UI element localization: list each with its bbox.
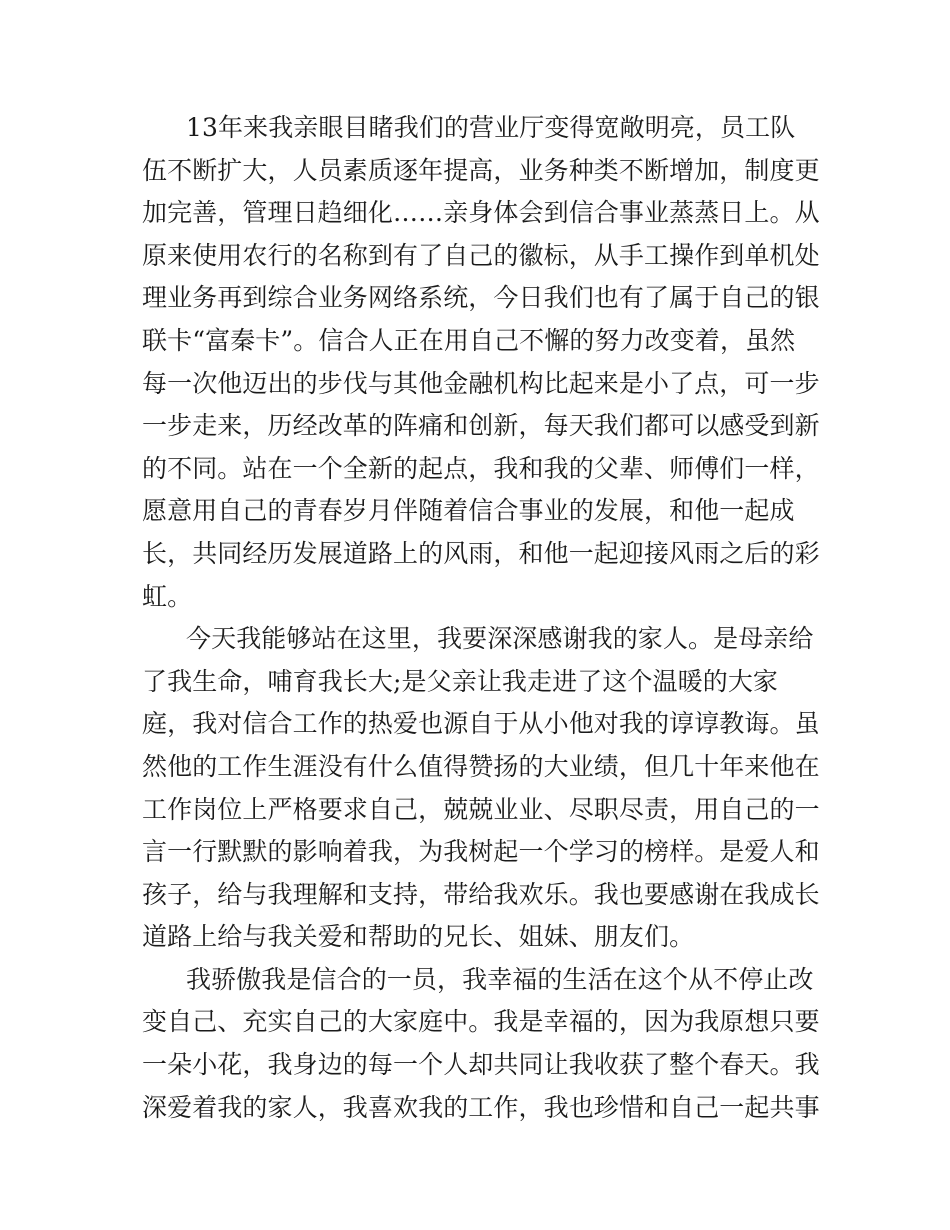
text-line: 一步走来，历经改革的阵痛和创新，每天我们都可以感受到新 [142, 411, 820, 441]
text-line: 加完善，管理日趋细化……亲身体会到信合事业蒸蒸日上。从 [142, 198, 820, 228]
text-line: 一朵小花，我身边的每一个人却共同让我收获了整个春天。我 [142, 1050, 820, 1080]
text-line: 我骄傲我是信合的一员，我幸福的生活在这个从不停止改 [186, 964, 814, 994]
text-line: 每一次他迈出的步伐与其他金融机构比起来是小了点，可一步 [142, 368, 820, 398]
paragraph-3 [142, 959, 822, 1129]
text-line: 深爱着我的家人，我喜欢我的工作，我也珍惜和自己一起共事 [142, 1092, 820, 1122]
text-line: 了我生命，哺育我长大;是父亲让我走进了这个温暖的大家 [142, 666, 779, 696]
text-line: 庭，我对信合工作的热爱也源自于从小他对我的谆谆教诲。虽 [142, 709, 820, 739]
text-line: 联卡“富秦卡”。信合人正在用自己不懈的努力改变着，虽然 [142, 325, 796, 355]
text-line: 道路上给与我关爱和帮助的兄长、姐妹、朋友们。 [142, 922, 695, 952]
text-line: 愿意用自己的青春岁月伴随着信合事业的发展，和他一起成 [142, 496, 795, 526]
text-line: 然他的工作生涯没有什么值得赞扬的大业绩，但几十年来他在 [142, 751, 820, 781]
text-line: 理业务再到综合业务网络系统，今日我们也有了属于自己的银 [142, 283, 820, 313]
text-line: 孩子，给与我理解和支持，带给我欢乐。我也要感谢在我成长 [142, 879, 820, 909]
paragraph-2 [142, 618, 822, 959]
text-line: 伍不断扩大，人员素质逐年提高，业务种类不断增加，制度更 [142, 155, 820, 185]
text-line: 长，共同经历发展道路上的风雨，和他一起迎接风雨之后的彩 [142, 538, 820, 568]
text-line: 的不同。站在一个全新的起点，我和我的父辈、师傅们一样， [142, 453, 820, 483]
document-body [142, 107, 822, 1129]
text-line: 言一行默默的影响着我，为我树起一个学习的榜样。是爱人和 [142, 837, 820, 867]
text-line: 变自己、充实自己的大家庭中。我是幸福的，因为我原想只要 [142, 1007, 820, 1037]
text-line: 虹。 [142, 581, 193, 611]
text-line: 原来使用农行的名称到有了自己的徽标，从手工操作到单机处 [142, 240, 820, 270]
text-line: 工作岗位上严格要求自己，兢兢业业、尽职尽责，用自己的一 [142, 794, 820, 824]
paragraph-1 [142, 107, 822, 618]
text-line: 今天我能够站在这里，我要深深感谢我的家人。是母亲给 [186, 624, 814, 654]
text-line: 13年来我亲眼目睹我们的营业厅变得宽敞明亮，员工队 [186, 113, 796, 142]
